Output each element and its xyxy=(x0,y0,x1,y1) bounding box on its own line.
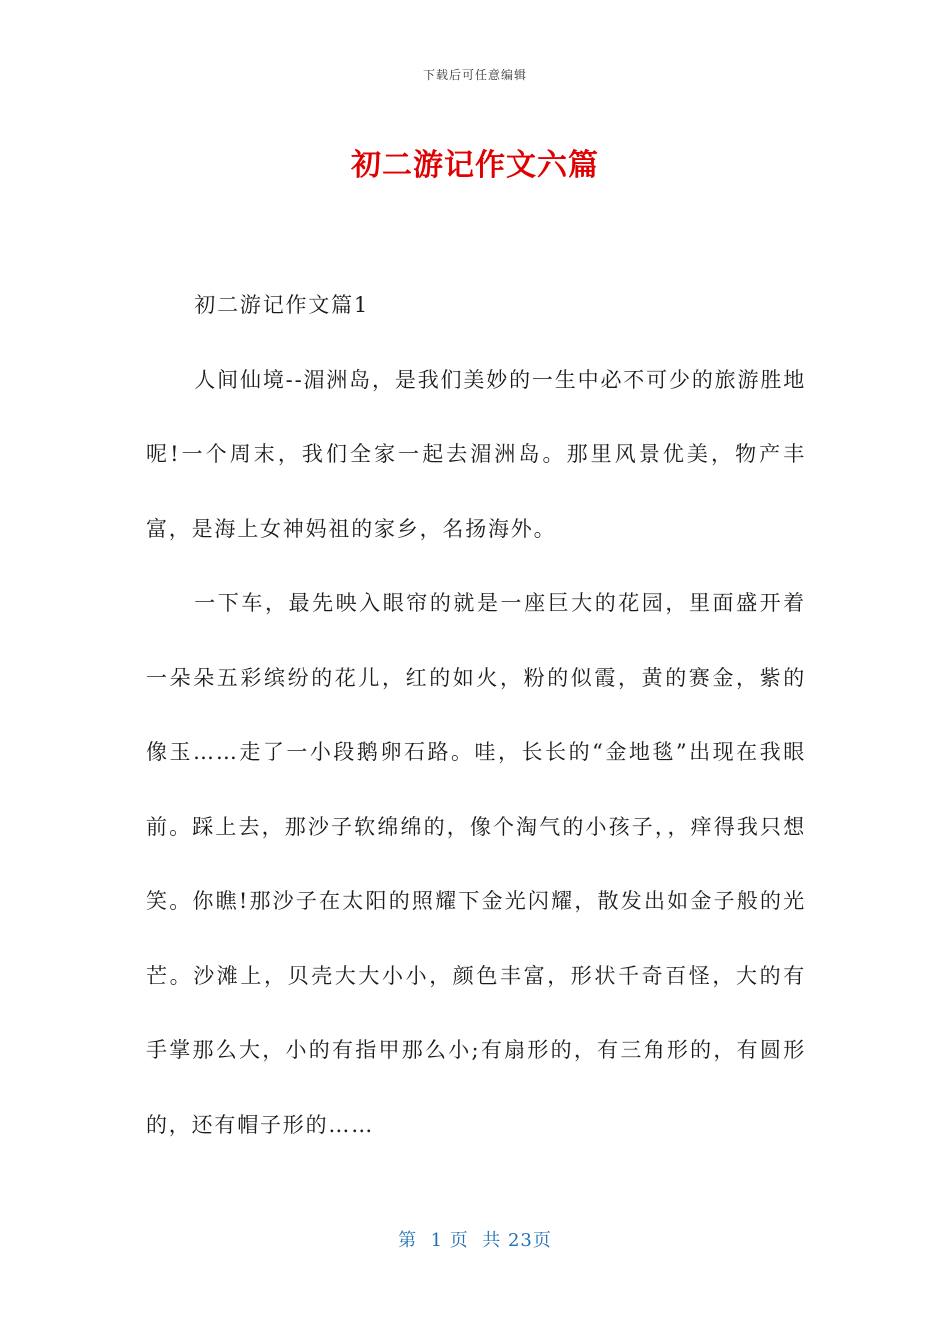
paragraph: 人间仙境--湄洲岛，是我们美妙的一生中必不可少的旅游胜地呢!一个周末，我们全家一起去湄洲岛。那里风景优美，物产丰富，是海上女神妈祖的家乡，名扬海外。 xyxy=(146,367,806,541)
header-note: 下载后可任意编辑 xyxy=(422,68,527,82)
document-title: 初二游记作文六篇 xyxy=(351,148,599,183)
document-body xyxy=(146,268,806,1162)
paragraph: 一下车，最先映入眼帘的就是一座巨大的花园，里面盛开着一朵朵五彩缤纷的花儿，红的如火，粉的似霞，黄的赛金，紫的像玉……走了一小段鹅卵石路。哇，长长的“金地毯”出现在我眼前。踩上去，那沙子软绵绵的，像个淘气的小孩子，，痒得我只想笑。你瞧!那沙子在太阳的照耀下金光闪耀，散发出如金子般的光芒。沙滩上，贝壳大大小小，颜色丰富，形状千奇百怪，大的有手掌那么大，小的有指甲那么小;有扇形的，有三角形的，有圆形的，还有帽子形的…… xyxy=(146,591,806,1137)
page-number-footer: 第 1 页 共 23页 xyxy=(398,1230,552,1251)
section-heading: 初二游记作文篇1 xyxy=(194,293,370,317)
